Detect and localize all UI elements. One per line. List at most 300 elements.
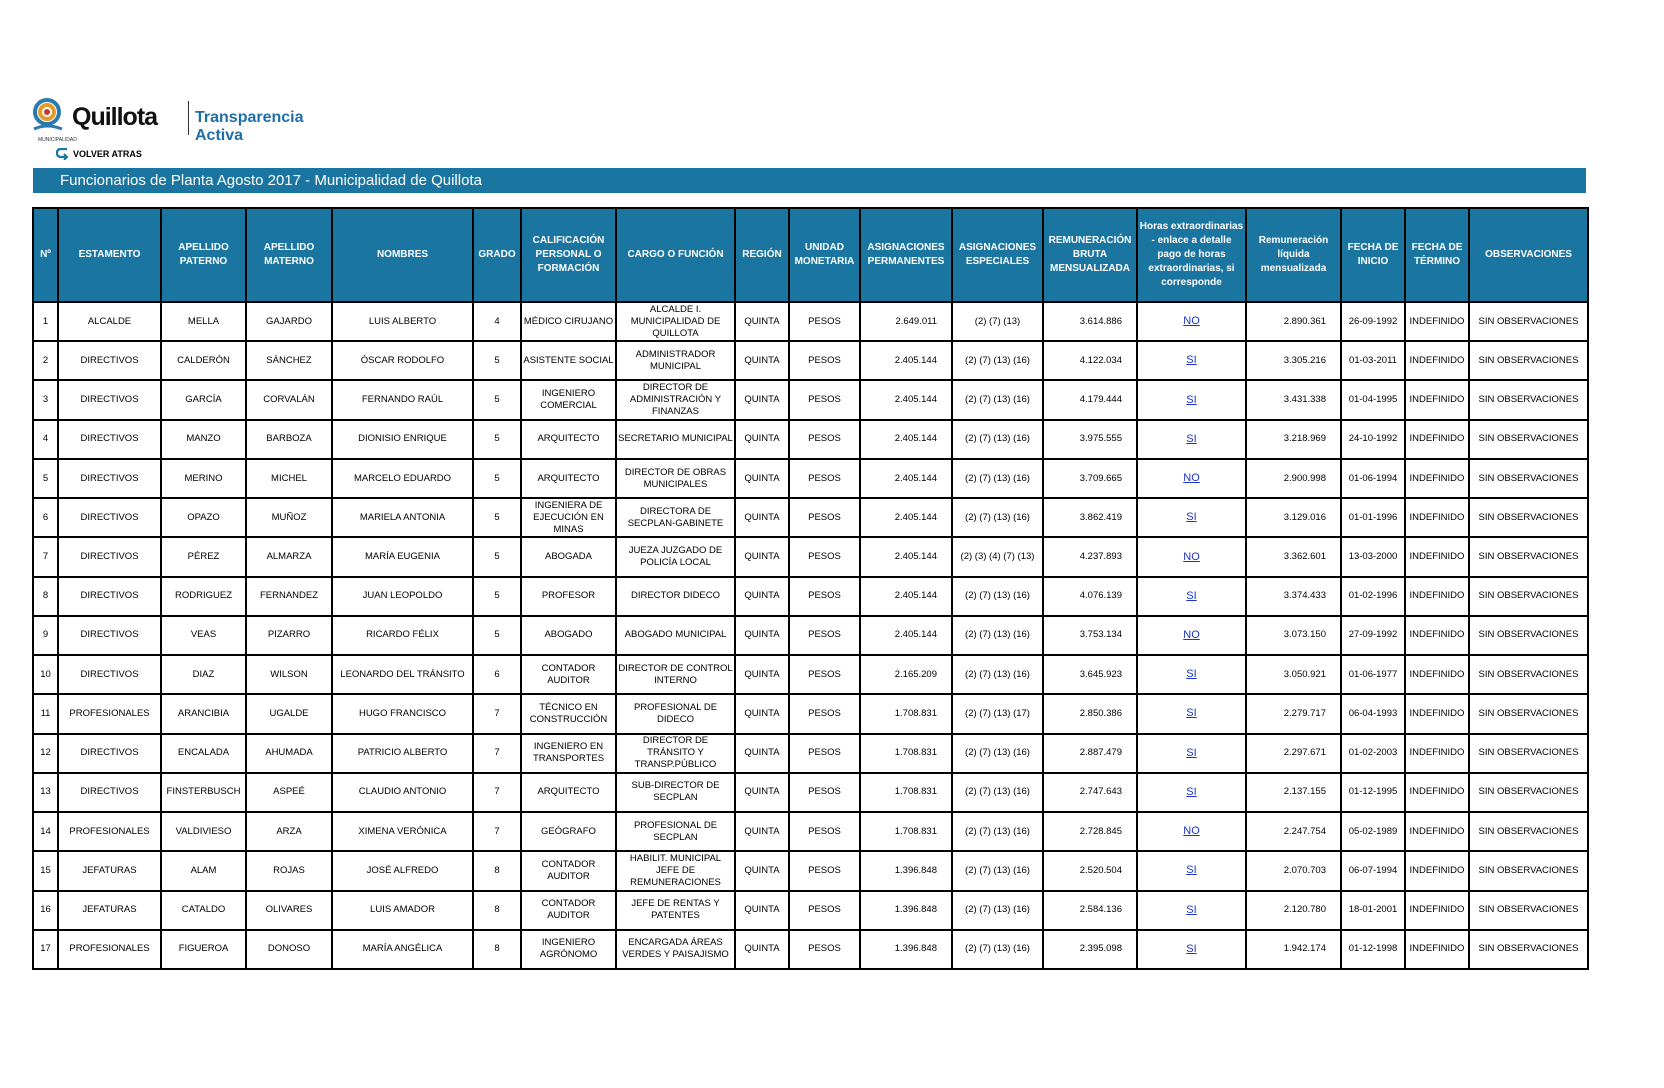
col-estamento-cell: DIRECTIVOS — [58, 537, 161, 576]
col-unidad-monetaria-header: UNIDAD MONETARIA — [789, 208, 860, 302]
col-nombres-cell: LUIS AMADOR — [332, 891, 473, 930]
col-apellido-paterno-cell: OPAZO — [161, 498, 246, 537]
col-region-cell: QUINTA — [735, 891, 789, 930]
col-cargo-header: CARGO O FUNCIÓN — [616, 208, 735, 302]
col-number-cell: 16 — [33, 891, 58, 930]
col-fecha-termino-cell: INDEFINIDO — [1405, 459, 1469, 498]
overtime-detail-link[interactable]: SI — [1186, 903, 1197, 916]
col-unidad-monetaria-cell: PESOS — [789, 812, 860, 851]
col-region-cell: QUINTA — [735, 380, 789, 419]
col-fecha-termino-cell: INDEFINIDO — [1405, 616, 1469, 655]
overtime-detail-link[interactable]: NO — [1183, 472, 1200, 485]
quillota-emblem-icon — [32, 97, 70, 139]
col-fecha-termino-cell: INDEFINIDO — [1405, 930, 1469, 969]
col-grado-cell: 5 — [473, 537, 521, 576]
col-fecha-inicio-cell: 01-03-2011 — [1341, 341, 1405, 380]
col-number-cell: 2 — [33, 341, 58, 380]
col-fecha-inicio-cell: 01-02-1996 — [1341, 577, 1405, 616]
col-region-cell: QUINTA — [735, 655, 789, 694]
col-nombres-cell: MARIELA ANTONIA — [332, 498, 473, 537]
table-row — [33, 734, 1588, 773]
col-cargo-cell: ALCALDE I. MUNICIPALIDAD DE QUILLOTA — [616, 302, 735, 341]
col-cargo-cell: SUB-DIRECTOR DE SECPLAN — [616, 773, 735, 812]
col-cargo-cell: PROFESIONAL DE DIDECO — [616, 694, 735, 733]
col-nombres-cell: LUIS ALBERTO — [332, 302, 473, 341]
col-fecha-termino-cell: INDEFINIDO — [1405, 773, 1469, 812]
col-remuneracion-bruta-cell: 2.584.136 — [1043, 891, 1137, 930]
col-calificacion-cell: GEÓGRAFO — [521, 812, 616, 851]
col-apellido-materno-cell: ROJAS — [246, 851, 332, 890]
col-remuneracion-liquida-cell: 3.129.016 — [1246, 498, 1341, 537]
col-cargo-cell: ADMINISTRADOR MUNICIPAL — [616, 341, 735, 380]
col-observaciones-cell: SIN OBSERVACIONES — [1469, 773, 1588, 812]
overtime-detail-link[interactable]: SI — [1186, 393, 1197, 406]
col-number-cell: 10 — [33, 655, 58, 694]
col-remuneracion-liquida-cell: 2.297.671 — [1246, 734, 1341, 773]
col-apellido-materno-cell: GAJARDO — [246, 302, 332, 341]
col-fecha-termino-cell: INDEFINIDO — [1405, 380, 1469, 419]
col-nombres-cell: MARÍA ANGÉLICA — [332, 930, 473, 969]
col-observaciones-cell: SIN OBSERVACIONES — [1469, 734, 1588, 773]
col-apellido-materno-cell: WILSON — [246, 655, 332, 694]
col-horas-extra-cell — [1137, 694, 1246, 733]
col-number-cell: 5 — [33, 459, 58, 498]
col-apellido-paterno-cell: FIGUEROA — [161, 930, 246, 969]
overtime-detail-link[interactable]: SI — [1186, 432, 1197, 445]
col-asig-especiales-cell: (2) (3) (4) (7) (13) — [952, 537, 1043, 576]
col-remuneracion-bruta-cell: 4.076.139 — [1043, 577, 1137, 616]
col-asig-especiales-cell: (2) (7) (13) (16) — [952, 380, 1043, 419]
col-calificacion-cell: CONTADOR AUDITOR — [521, 891, 616, 930]
col-cargo-cell: DIRECTOR DE CONTROL INTERNO — [616, 655, 735, 694]
col-calificacion-cell: CONTADOR AUDITOR — [521, 655, 616, 694]
col-fecha-inicio-cell: 18-01-2001 — [1341, 891, 1405, 930]
col-horas-extra-cell — [1137, 616, 1246, 655]
col-nombres-cell: LEONARDO DEL TRÁNSITO — [332, 655, 473, 694]
col-observaciones-cell: SIN OBSERVACIONES — [1469, 498, 1588, 537]
col-unidad-monetaria-cell: PESOS — [789, 302, 860, 341]
col-remuneracion-bruta-header: REMUNERACIÓN BRUTA MENSUALIZADA — [1043, 208, 1137, 302]
col-observaciones-cell: SIN OBSERVACIONES — [1469, 380, 1588, 419]
col-asig-permanentes-cell: 2.405.144 — [860, 380, 952, 419]
col-remuneracion-bruta-cell: 3.614.886 — [1043, 302, 1137, 341]
col-horas-extra-cell — [1137, 891, 1246, 930]
col-estamento-cell: DIRECTIVOS — [58, 380, 161, 419]
col-estamento-cell: PROFESIONALES — [58, 930, 161, 969]
col-apellido-materno-cell: MUÑOZ — [246, 498, 332, 537]
col-grado-cell: 6 — [473, 655, 521, 694]
table-row — [33, 380, 1588, 419]
staff-table — [32, 207, 1589, 970]
col-unidad-monetaria-cell: PESOS — [789, 773, 860, 812]
col-observaciones-cell: SIN OBSERVACIONES — [1469, 616, 1588, 655]
overtime-detail-link[interactable]: SI — [1186, 511, 1197, 524]
col-number-cell: 17 — [33, 930, 58, 969]
col-calificacion-cell: ABOGADA — [521, 537, 616, 576]
col-apellido-paterno-cell: PÉREZ — [161, 537, 246, 576]
col-apellido-paterno-cell: FINSTERBUSCH — [161, 773, 246, 812]
table-row — [33, 694, 1588, 733]
col-asig-permanentes-cell: 2.405.144 — [860, 459, 952, 498]
overtime-detail-link[interactable]: SI — [1186, 707, 1197, 720]
col-observaciones-cell: SIN OBSERVACIONES — [1469, 341, 1588, 380]
col-unidad-monetaria-cell: PESOS — [789, 851, 860, 890]
col-observaciones-cell: SIN OBSERVACIONES — [1469, 694, 1588, 733]
col-fecha-termino-cell: INDEFINIDO — [1405, 812, 1469, 851]
col-grado-cell: 4 — [473, 302, 521, 341]
col-remuneracion-bruta-cell: 3.862.419 — [1043, 498, 1137, 537]
col-fecha-termino-cell: INDEFINIDO — [1405, 655, 1469, 694]
col-calificacion-cell: INGENIERO AGRÓNOMO — [521, 930, 616, 969]
col-number-cell: 11 — [33, 694, 58, 733]
overtime-detail-link[interactable]: NO — [1183, 825, 1200, 838]
overtime-detail-link[interactable]: SI — [1186, 942, 1197, 955]
overtime-detail-link[interactable]: SI — [1186, 354, 1197, 367]
col-estamento-header: ESTAMENTO — [58, 208, 161, 302]
col-remuneracion-liquida-cell: 3.218.969 — [1246, 420, 1341, 459]
col-apellido-paterno-cell: DIAZ — [161, 655, 246, 694]
col-apellido-paterno-cell: MANZO — [161, 420, 246, 459]
col-estamento-cell: DIRECTIVOS — [58, 655, 161, 694]
col-fecha-inicio-cell: 26-09-1992 — [1341, 302, 1405, 341]
col-region-cell: QUINTA — [735, 577, 789, 616]
col-remuneracion-bruta-cell: 3.975.555 — [1043, 420, 1137, 459]
col-apellido-materno-cell: OLIVARES — [246, 891, 332, 930]
col-region-cell: QUINTA — [735, 734, 789, 773]
col-fecha-inicio-cell: 27-09-1992 — [1341, 616, 1405, 655]
back-arrow-icon — [56, 148, 70, 160]
back-link[interactable] — [56, 148, 142, 160]
table-row — [33, 655, 1588, 694]
overtime-detail-link[interactable]: NO — [1183, 550, 1200, 563]
col-observaciones-cell: SIN OBSERVACIONES — [1469, 537, 1588, 576]
col-observaciones-cell: SIN OBSERVACIONES — [1469, 891, 1588, 930]
col-estamento-cell: DIRECTIVOS — [58, 459, 161, 498]
col-asig-especiales-cell: (2) (7) (13) (16) — [952, 655, 1043, 694]
col-horas-extra-cell — [1137, 537, 1246, 576]
overtime-detail-link[interactable]: SI — [1186, 785, 1197, 798]
col-region-cell: QUINTA — [735, 773, 789, 812]
col-apellido-paterno-cell: CALDERÓN — [161, 341, 246, 380]
col-asig-permanentes-cell: 1.396.848 — [860, 930, 952, 969]
col-remuneracion-liquida-cell: 3.362.601 — [1246, 537, 1341, 576]
col-asig-permanentes-cell: 2.405.144 — [860, 498, 952, 537]
col-estamento-cell: DIRECTIVOS — [58, 341, 161, 380]
col-cargo-cell: DIRECTORA DE SECPLAN-GABINETE — [616, 498, 735, 537]
col-horas-extra-cell — [1137, 773, 1246, 812]
col-unidad-monetaria-cell: PESOS — [789, 655, 860, 694]
col-remuneracion-liquida-cell: 2.247.754 — [1246, 812, 1341, 851]
logo-divider — [188, 101, 189, 135]
col-horas-extra-cell — [1137, 851, 1246, 890]
col-apellido-materno-cell: FERNANDEZ — [246, 577, 332, 616]
col-nombres-cell: ÓSCAR RODOLFO — [332, 341, 473, 380]
col-cargo-cell: JUEZA JUZGADO DE POLICÍA LOCAL — [616, 537, 735, 576]
col-calificacion-header: CALIFICACIÓN PERSONAL O FORMACIÓN — [521, 208, 616, 302]
col-grado-cell: 5 — [473, 498, 521, 537]
col-observaciones-cell: SIN OBSERVACIONES — [1469, 420, 1588, 459]
col-unidad-monetaria-cell: PESOS — [789, 341, 860, 380]
staff-table-head — [33, 208, 1588, 302]
col-fecha-termino-cell: INDEFINIDO — [1405, 694, 1469, 733]
col-apellido-materno-cell: SÁNCHEZ — [246, 341, 332, 380]
col-apellido-paterno-cell: ARANCIBIA — [161, 694, 246, 733]
col-grado-cell: 8 — [473, 930, 521, 969]
col-fecha-inicio-cell: 01-12-1998 — [1341, 930, 1405, 969]
col-calificacion-cell: INGENIERO COMERCIAL — [521, 380, 616, 419]
col-number-cell: 14 — [33, 812, 58, 851]
col-number-cell: 8 — [33, 577, 58, 616]
col-fecha-inicio-cell: 01-06-1994 — [1341, 459, 1405, 498]
col-asig-especiales-cell: (2) (7) (13) (16) — [952, 851, 1043, 890]
col-asig-especiales-cell: (2) (7) (13) — [952, 302, 1043, 341]
col-region-cell: QUINTA — [735, 498, 789, 537]
col-horas-extra-cell — [1137, 930, 1246, 969]
col-remuneracion-liquida-cell: 2.137.155 — [1246, 773, 1341, 812]
col-unidad-monetaria-cell: PESOS — [789, 380, 860, 419]
col-grado-cell: 7 — [473, 734, 521, 773]
col-estamento-cell: DIRECTIVOS — [58, 420, 161, 459]
col-asig-especiales-cell: (2) (7) (13) (16) — [952, 891, 1043, 930]
col-number-cell: 1 — [33, 302, 58, 341]
col-number-cell: 6 — [33, 498, 58, 537]
col-apellido-materno-cell: MICHEL — [246, 459, 332, 498]
col-apellido-paterno-cell: ENCALADA — [161, 734, 246, 773]
logo-wordmark: Quillota — [72, 103, 158, 131]
table-row — [33, 812, 1588, 851]
col-number-cell: 15 — [33, 851, 58, 890]
col-observaciones-header: OBSERVACIONES — [1469, 208, 1588, 302]
col-unidad-monetaria-cell: PESOS — [789, 734, 860, 773]
col-estamento-cell: DIRECTIVOS — [58, 577, 161, 616]
overtime-detail-link[interactable]: NO — [1183, 315, 1200, 328]
col-grado-cell: 5 — [473, 459, 521, 498]
col-asig-permanentes-cell: 2.405.144 — [860, 616, 952, 655]
col-asig-permanentes-cell: 1.708.831 — [860, 694, 952, 733]
col-observaciones-cell: SIN OBSERVACIONES — [1469, 812, 1588, 851]
site-header-logo — [32, 95, 342, 165]
col-fecha-inicio-cell: 01-12-1995 — [1341, 773, 1405, 812]
col-cargo-cell: DIRECTOR DE OBRAS MUNICIPALES — [616, 459, 735, 498]
col-remuneracion-bruta-cell: 2.887.479 — [1043, 734, 1137, 773]
col-calificacion-cell: ARQUITECTO — [521, 459, 616, 498]
col-nombres-cell: JOSÉ ALFREDO — [332, 851, 473, 890]
col-apellido-paterno-cell: CATALDO — [161, 891, 246, 930]
col-calificacion-cell: ABOGADO — [521, 616, 616, 655]
col-fecha-inicio-header: FECHA DE INICIO — [1341, 208, 1405, 302]
col-remuneracion-liquida-cell: 3.431.338 — [1246, 380, 1341, 419]
col-cargo-cell: DIRECTOR DE TRÁNSITO Y TRANSP.PÚBLICO — [616, 734, 735, 773]
col-cargo-cell: DIRECTOR DE ADMINISTRACIÓN Y FINANZAS — [616, 380, 735, 419]
col-asig-permanentes-cell: 2.649.011 — [860, 302, 952, 341]
col-fecha-termino-cell: INDEFINIDO — [1405, 420, 1469, 459]
header-row — [33, 208, 1588, 302]
col-fecha-termino-cell: INDEFINIDO — [1405, 537, 1469, 576]
table-row — [33, 341, 1588, 380]
col-apellido-materno-cell: ARZA — [246, 812, 332, 851]
col-fecha-inicio-cell: 01-06-1977 — [1341, 655, 1405, 694]
col-fecha-termino-cell: INDEFINIDO — [1405, 302, 1469, 341]
col-fecha-termino-cell: INDEFINIDO — [1405, 577, 1469, 616]
col-unidad-monetaria-cell: PESOS — [789, 616, 860, 655]
col-asig-permanentes-cell: 1.708.831 — [860, 773, 952, 812]
col-asig-especiales-cell: (2) (7) (13) (16) — [952, 577, 1043, 616]
col-remuneracion-liquida-cell: 3.374.433 — [1246, 577, 1341, 616]
col-observaciones-cell: SIN OBSERVACIONES — [1469, 851, 1588, 890]
col-remuneracion-liquida-cell: 3.073.150 — [1246, 616, 1341, 655]
col-fecha-inicio-cell: 01-02-2003 — [1341, 734, 1405, 773]
staff-table-body — [33, 302, 1588, 969]
col-unidad-monetaria-cell: PESOS — [789, 577, 860, 616]
col-apellido-materno-cell: DONOSO — [246, 930, 332, 969]
overtime-detail-link[interactable]: SI — [1186, 668, 1197, 681]
col-asig-permanentes-cell: 1.708.831 — [860, 812, 952, 851]
col-region-cell: QUINTA — [735, 851, 789, 890]
col-apellido-paterno-cell: MERINO — [161, 459, 246, 498]
col-horas-extra-cell — [1137, 655, 1246, 694]
col-fecha-termino-cell: INDEFINIDO — [1405, 891, 1469, 930]
col-horas-extra-cell — [1137, 459, 1246, 498]
table-row — [33, 891, 1588, 930]
col-calificacion-cell: ARQUITECTO — [521, 420, 616, 459]
col-apellido-materno-cell: AHUMADA — [246, 734, 332, 773]
col-remuneracion-bruta-cell: 2.850.386 — [1043, 694, 1137, 733]
col-fecha-termino-cell: INDEFINIDO — [1405, 341, 1469, 380]
overtime-detail-link[interactable]: NO — [1183, 628, 1200, 641]
col-apellido-materno-cell: UGALDE — [246, 694, 332, 733]
col-estamento-cell: JEFATURAS — [58, 851, 161, 890]
col-observaciones-cell: SIN OBSERVACIONES — [1469, 930, 1588, 969]
table-row — [33, 851, 1588, 890]
col-asig-especiales-cell: (2) (7) (13) (16) — [952, 459, 1043, 498]
col-estamento-cell: ALCALDE — [58, 302, 161, 341]
overtime-detail-link[interactable]: SI — [1186, 589, 1197, 602]
col-remuneracion-liquida-cell: 2.900.998 — [1246, 459, 1341, 498]
col-apellido-paterno-cell: ALAM — [161, 851, 246, 890]
col-nombres-cell: XIMENA VERÓNICA — [332, 812, 473, 851]
col-cargo-cell: ENCARGADA ÁREAS VERDES Y PAISAJISMO — [616, 930, 735, 969]
col-asig-permanentes-cell: 2.405.144 — [860, 420, 952, 459]
col-grado-cell: 8 — [473, 891, 521, 930]
col-asig-especiales-cell: (2) (7) (13) (17) — [952, 694, 1043, 733]
col-asig-especiales-cell: (2) (7) (13) (16) — [952, 420, 1043, 459]
col-grado-cell: 5 — [473, 616, 521, 655]
col-asig-especiales-cell: (2) (7) (13) (16) — [952, 498, 1043, 537]
col-asig-especiales-cell: (2) (7) (13) (16) — [952, 734, 1043, 773]
col-apellido-materno-cell: CORVALÁN — [246, 380, 332, 419]
col-asig-especiales-cell: (2) (7) (13) (16) — [952, 773, 1043, 812]
col-grado-header: GRADO — [473, 208, 521, 302]
col-estamento-cell: JEFATURAS — [58, 891, 161, 930]
overtime-detail-link[interactable]: SI — [1186, 746, 1197, 759]
col-asig-permanentes-header: ASIGNACIONES PERMANENTES — [860, 208, 952, 302]
col-region-cell: QUINTA — [735, 812, 789, 851]
col-fecha-inicio-cell: 13-03-2000 — [1341, 537, 1405, 576]
col-remuneracion-bruta-cell: 2.520.504 — [1043, 851, 1137, 890]
col-asig-permanentes-cell: 2.405.144 — [860, 537, 952, 576]
col-horas-extra-cell — [1137, 380, 1246, 419]
col-unidad-monetaria-cell: PESOS — [789, 891, 860, 930]
col-region-cell: QUINTA — [735, 694, 789, 733]
col-number-cell: 3 — [33, 380, 58, 419]
col-number-header: Nº — [33, 208, 58, 302]
col-region-cell: QUINTA — [735, 459, 789, 498]
col-asig-permanentes-cell: 1.708.831 — [860, 734, 952, 773]
col-apellido-materno-header: APELLIDO MATERNO — [246, 208, 332, 302]
col-apellido-paterno-header: APELLIDO PATERNO — [161, 208, 246, 302]
col-region-cell: QUINTA — [735, 341, 789, 380]
col-horas-extra-cell — [1137, 420, 1246, 459]
col-apellido-paterno-cell: MELLA — [161, 302, 246, 341]
col-unidad-monetaria-cell: PESOS — [789, 537, 860, 576]
col-number-cell: 7 — [33, 537, 58, 576]
col-region-cell: QUINTA — [735, 930, 789, 969]
col-remuneracion-bruta-cell: 3.709.665 — [1043, 459, 1137, 498]
col-estamento-cell: PROFESIONALES — [58, 694, 161, 733]
col-remuneracion-liquida-cell: 3.050.921 — [1246, 655, 1341, 694]
col-remuneracion-bruta-cell: 3.753.134 — [1043, 616, 1137, 655]
col-apellido-paterno-cell: VEAS — [161, 616, 246, 655]
col-calificacion-cell: PROFESOR — [521, 577, 616, 616]
col-nombres-cell: MARCELO EDUARDO — [332, 459, 473, 498]
col-asig-especiales-cell: (2) (7) (13) (16) — [952, 812, 1043, 851]
col-nombres-cell: DIONISIO ENRIQUE — [332, 420, 473, 459]
col-estamento-cell: DIRECTIVOS — [58, 734, 161, 773]
col-estamento-cell: DIRECTIVOS — [58, 773, 161, 812]
col-nombres-cell: MARÍA EUGENIA — [332, 537, 473, 576]
col-horas-extra-header: Horas extraordinarias - enlace a detalle pago de horas extraordinarias, si corresponde — [1137, 208, 1246, 302]
overtime-detail-link[interactable]: SI — [1186, 864, 1197, 877]
col-remuneracion-bruta-cell: 2.728.845 — [1043, 812, 1137, 851]
col-remuneracion-bruta-cell: 2.747.643 — [1043, 773, 1137, 812]
col-grado-cell: 5 — [473, 420, 521, 459]
col-asig-permanentes-cell: 1.396.848 — [860, 851, 952, 890]
col-grado-cell: 8 — [473, 851, 521, 890]
col-nombres-cell: FERNANDO RAÚL — [332, 380, 473, 419]
col-grado-cell: 5 — [473, 577, 521, 616]
col-remuneracion-liquida-cell: 2.890.361 — [1246, 302, 1341, 341]
col-nombres-cell: PATRICIO ALBERTO — [332, 734, 473, 773]
col-fecha-termino-header: FECHA DE TÉRMINO — [1405, 208, 1469, 302]
col-region-cell: QUINTA — [735, 537, 789, 576]
table-row — [33, 577, 1588, 616]
col-remuneracion-bruta-cell: 4.237.893 — [1043, 537, 1137, 576]
back-link-label: VOLVER ATRAS — [73, 149, 142, 159]
col-observaciones-cell: SIN OBSERVACIONES — [1469, 577, 1588, 616]
table-row — [33, 930, 1588, 969]
col-nombres-cell: RICARDO FÉLIX — [332, 616, 473, 655]
col-fecha-inicio-cell: 06-07-1994 — [1341, 851, 1405, 890]
col-nombres-header: NOMBRES — [332, 208, 473, 302]
col-number-cell: 4 — [33, 420, 58, 459]
col-fecha-inicio-cell: 01-01-1996 — [1341, 498, 1405, 537]
col-calificacion-cell: INGENIERO EN TRANSPORTES — [521, 734, 616, 773]
col-horas-extra-cell — [1137, 302, 1246, 341]
table-row — [33, 498, 1588, 537]
col-region-cell: QUINTA — [735, 616, 789, 655]
col-apellido-materno-cell: BARBOZA — [246, 420, 332, 459]
col-asig-permanentes-cell: 2.165.209 — [860, 655, 952, 694]
col-unidad-monetaria-cell: PESOS — [789, 459, 860, 498]
col-cargo-cell: PROFESIONAL DE SECPLAN — [616, 812, 735, 851]
col-remuneracion-liquida-cell: 2.120.780 — [1246, 891, 1341, 930]
col-remuneracion-bruta-cell: 3.645.923 — [1043, 655, 1137, 694]
col-unidad-monetaria-cell: PESOS — [789, 694, 860, 733]
col-fecha-inicio-cell: 01-04-1995 — [1341, 380, 1405, 419]
col-cargo-cell: JEFE DE RENTAS Y PATENTES — [616, 891, 735, 930]
col-number-cell: 13 — [33, 773, 58, 812]
col-observaciones-cell: SIN OBSERVACIONES — [1469, 302, 1588, 341]
